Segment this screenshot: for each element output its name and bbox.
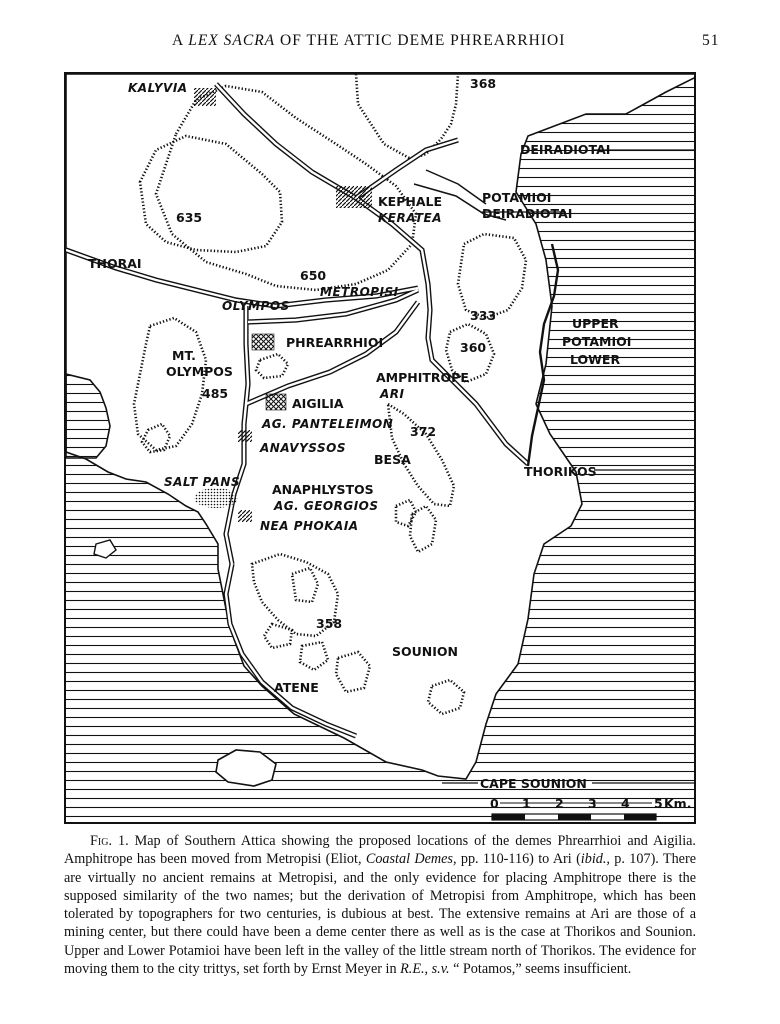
label-sounion: SOUNION bbox=[392, 644, 458, 659]
label-phrearrhioi: PHREARRHIOI bbox=[286, 335, 384, 350]
label-thorikos: THORIKOS bbox=[524, 464, 597, 479]
caption-part-3: p. 107). There are virtually no ancient remains at Metropisi, and the only evidence for placing Amphitrope there is the supposed similarity of the two names; but the derivation of Metropisi from Amphitrope, which has been tolerated by topographers for two centuries, is dubious at best. The extensive remains at Ari are those of a mining center, but there could have been a deme center there as well as is the case at Thorikos and Sounion. Upper and Lower Potamioi have been left in the valley of the little stream north of Thorikos. The evidence for moving them to the city trittys, set forth by Ernst Meyer in bbox=[64, 851, 697, 978]
caption-part-1: Map of Southern Attica showing the proposed locations of the demes Phrearrhioi and Aigilia. Amphitrope has been moved from Metropisi (Eliot, bbox=[64, 833, 696, 868]
label-olympos: OLYMPOS bbox=[222, 299, 290, 313]
label-aigilia: AIGILIA bbox=[292, 396, 344, 411]
salt-pans bbox=[194, 488, 238, 508]
caption-coastal-demes: Coastal Demes, bbox=[365, 851, 457, 868]
label-keratea: KERATEA bbox=[378, 211, 443, 225]
scale-tick-1: 1 bbox=[522, 796, 531, 811]
label-ag-panteleimon: AG. PANTELEIMON bbox=[262, 417, 394, 431]
label-mt-olympos-1: MT. bbox=[172, 348, 196, 363]
caption-re: R.E., s.v. bbox=[400, 961, 450, 978]
label-ag-georgios: AG. GEORGIOS bbox=[274, 499, 379, 513]
kephale-hatch bbox=[336, 186, 372, 208]
title-pre: A bbox=[172, 32, 189, 49]
label-kephale: KEPHALE bbox=[378, 194, 443, 209]
label-metropisi: METROPISI bbox=[320, 285, 399, 299]
label-potamioi-2: DEIRADIOTAI bbox=[482, 206, 573, 221]
elev-360: 360 bbox=[460, 340, 487, 355]
scale-tick-5: 5 bbox=[654, 796, 663, 811]
elev-650: 650 bbox=[300, 268, 327, 283]
caption-ibid: ibid., bbox=[580, 851, 610, 868]
label-nea-phokaia: NEA PHOKAIA bbox=[260, 519, 359, 533]
label-amphitrope: AMPHITROPE bbox=[376, 370, 469, 385]
aigilia-mark bbox=[266, 394, 286, 410]
elev-358: 358 bbox=[316, 616, 343, 631]
figure-caption bbox=[64, 832, 696, 978]
label-cape-sounion: CAPE SOUNION bbox=[480, 776, 587, 791]
label-atene: ATENE bbox=[274, 680, 319, 695]
nea-phokaia-hatch bbox=[238, 510, 252, 522]
title-italic: LEX SACRA bbox=[188, 32, 276, 49]
scale-unit: Km. bbox=[664, 796, 692, 811]
label-besa: BESA bbox=[374, 452, 411, 467]
kalyvia-hatch bbox=[194, 88, 216, 106]
elev-333: 333 bbox=[470, 308, 497, 323]
phrearrhioi-mark bbox=[252, 334, 274, 350]
scale-tick-3: 3 bbox=[588, 796, 597, 811]
label-anavyssos: ANAVYSSOS bbox=[260, 441, 346, 455]
label-anaphlystos: ANAPHLYSTOS bbox=[272, 482, 374, 497]
caption-part-4: “ Potamos,” seems insufficient. bbox=[449, 961, 632, 978]
elev-635: 635 bbox=[176, 210, 203, 225]
running-title bbox=[172, 32, 565, 50]
label-deiradiotai: DEIRADIOTAI bbox=[520, 142, 611, 157]
caption-fig-label: Fig. 1. bbox=[90, 833, 129, 849]
label-ari: ARI bbox=[380, 387, 405, 401]
label-kalyvia: KALYVIA bbox=[128, 81, 188, 95]
scale-tick-0: 0 bbox=[490, 796, 499, 811]
elev-372: 372 bbox=[410, 424, 437, 439]
label-mt-olympos-2: OLYMPOS bbox=[166, 364, 233, 379]
label-upper-3: LOWER bbox=[570, 352, 621, 367]
label-salt-pans: SALT PANS bbox=[164, 475, 241, 489]
map-svg bbox=[66, 74, 696, 824]
page-number: 51 bbox=[702, 32, 720, 49]
map-figure bbox=[64, 72, 696, 824]
label-upper-2: POTAMIOI bbox=[562, 334, 632, 349]
scale-tick-4: 4 bbox=[621, 796, 630, 811]
label-potamioi-1: POTAMIOI bbox=[482, 190, 552, 205]
anavyssos-hatch bbox=[238, 430, 252, 442]
title-post: OF THE ATTIC DEME PHREARRHIOI bbox=[275, 32, 566, 49]
running-head bbox=[0, 32, 780, 56]
caption-part-2: pp. 110-116) to Ari ( bbox=[456, 851, 581, 868]
elev-368: 368 bbox=[470, 76, 497, 91]
elev-485: 485 bbox=[202, 386, 229, 401]
scale-tick-2: 2 bbox=[555, 796, 564, 811]
label-thorai: THORAI bbox=[88, 256, 142, 271]
label-upper-1: UPPER bbox=[572, 316, 619, 331]
